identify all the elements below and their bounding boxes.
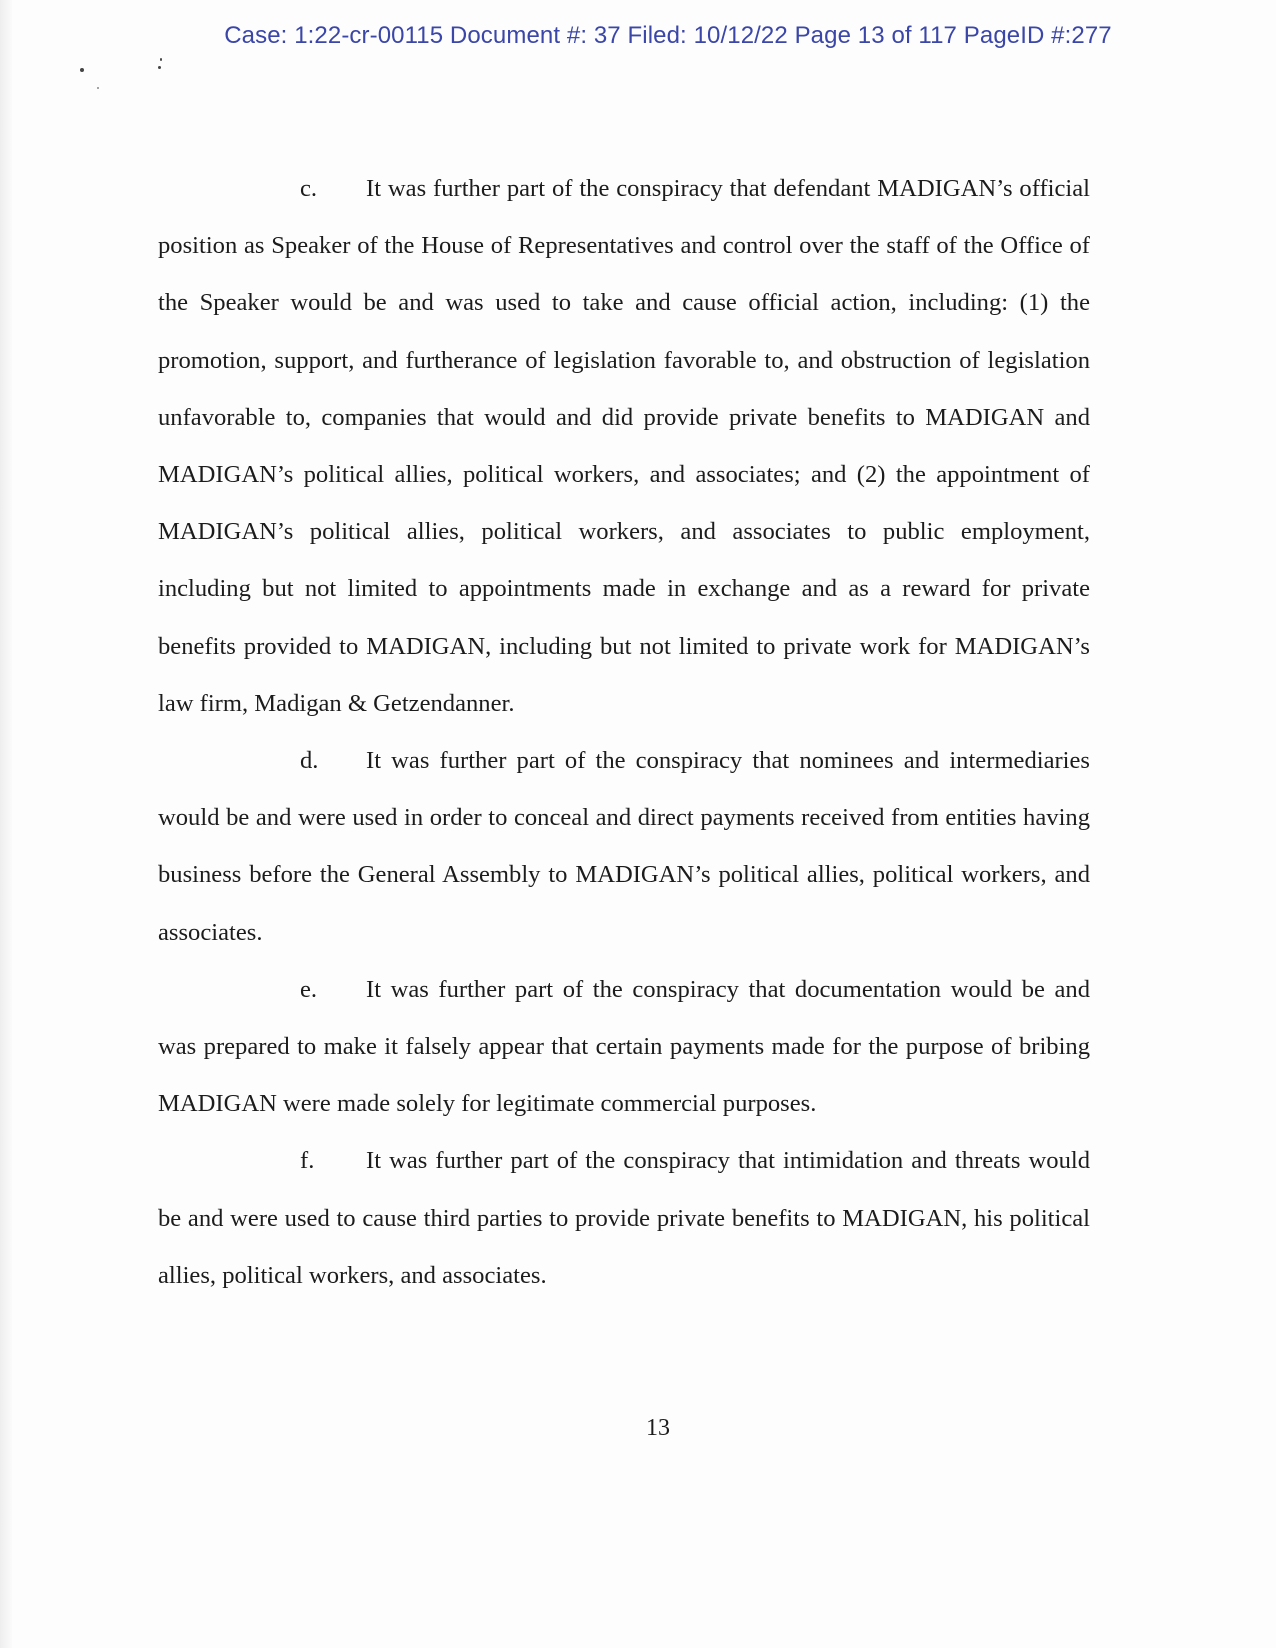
scan-speck [158,66,161,69]
paragraph-text: It was further part of the conspiracy that defendant MADIGAN’s official position as Speaker of the House of Representatives and control over the staff of the Office of the Speaker would be and was used to take and cause official action, including: (1) the promotion, support, and furtherance of legislation favorable to, and obstruction of legislation unfavorable to, companies that would and did provide private benefits to MADIGAN and MADIGAN’s political allies, political workers, and associates; and (2) the appointment of MADIGAN’s political allies, political workers, and associates to public employment, including but not limited to appointments made in exchange and as a reward for private benefits provided to MADIGAN, including but not limited to private work for MADIGAN’s law firm, Madigan & Getzendanner. [158,175,1090,717]
paragraph-label: d. [300,747,319,775]
scan-speck [80,68,84,72]
page-number: 13 [646,1415,670,1441]
paragraph-label: c. [300,175,318,202]
paragraph-text: It was further part of the conspiracy that intimidation and threats would be and were used to cause third parties to provide private benefits to MADIGAN, his political allies, political workers, and associates. [158,1147,1090,1289]
paragraph-e [158,961,1090,1133]
paragraph-f [158,1132,1090,1304]
scan-speck [97,87,99,89]
paragraph-text: It was further part of the conspiracy that documentation would be and was prepared to make it falsely appear that certain payments made for the purpose of bribing MADIGAN were made solely for legitimate commercial purposes. [158,975,1090,1118]
scan-speck [160,58,162,61]
paragraph-c [158,160,1090,732]
paragraph-label: f. [300,1147,315,1175]
paragraph-label: e. [300,975,318,1003]
case-header: Case: 1:22-cr-00115 Document #: 37 Filed: 10/12/22 Page 13 of 117 PageID #:277 [224,22,1112,49]
paragraph-text: It was further part of the conspiracy that nominees and intermediaries would be and were used in order to conceal and direct payments received from entities having business before the General Assembly to MADIGAN’s political allies, political workers, and associates. [158,747,1090,946]
document-body [158,160,1090,1304]
scan-edge-shadow [0,0,12,1648]
paragraph-d [158,732,1090,961]
